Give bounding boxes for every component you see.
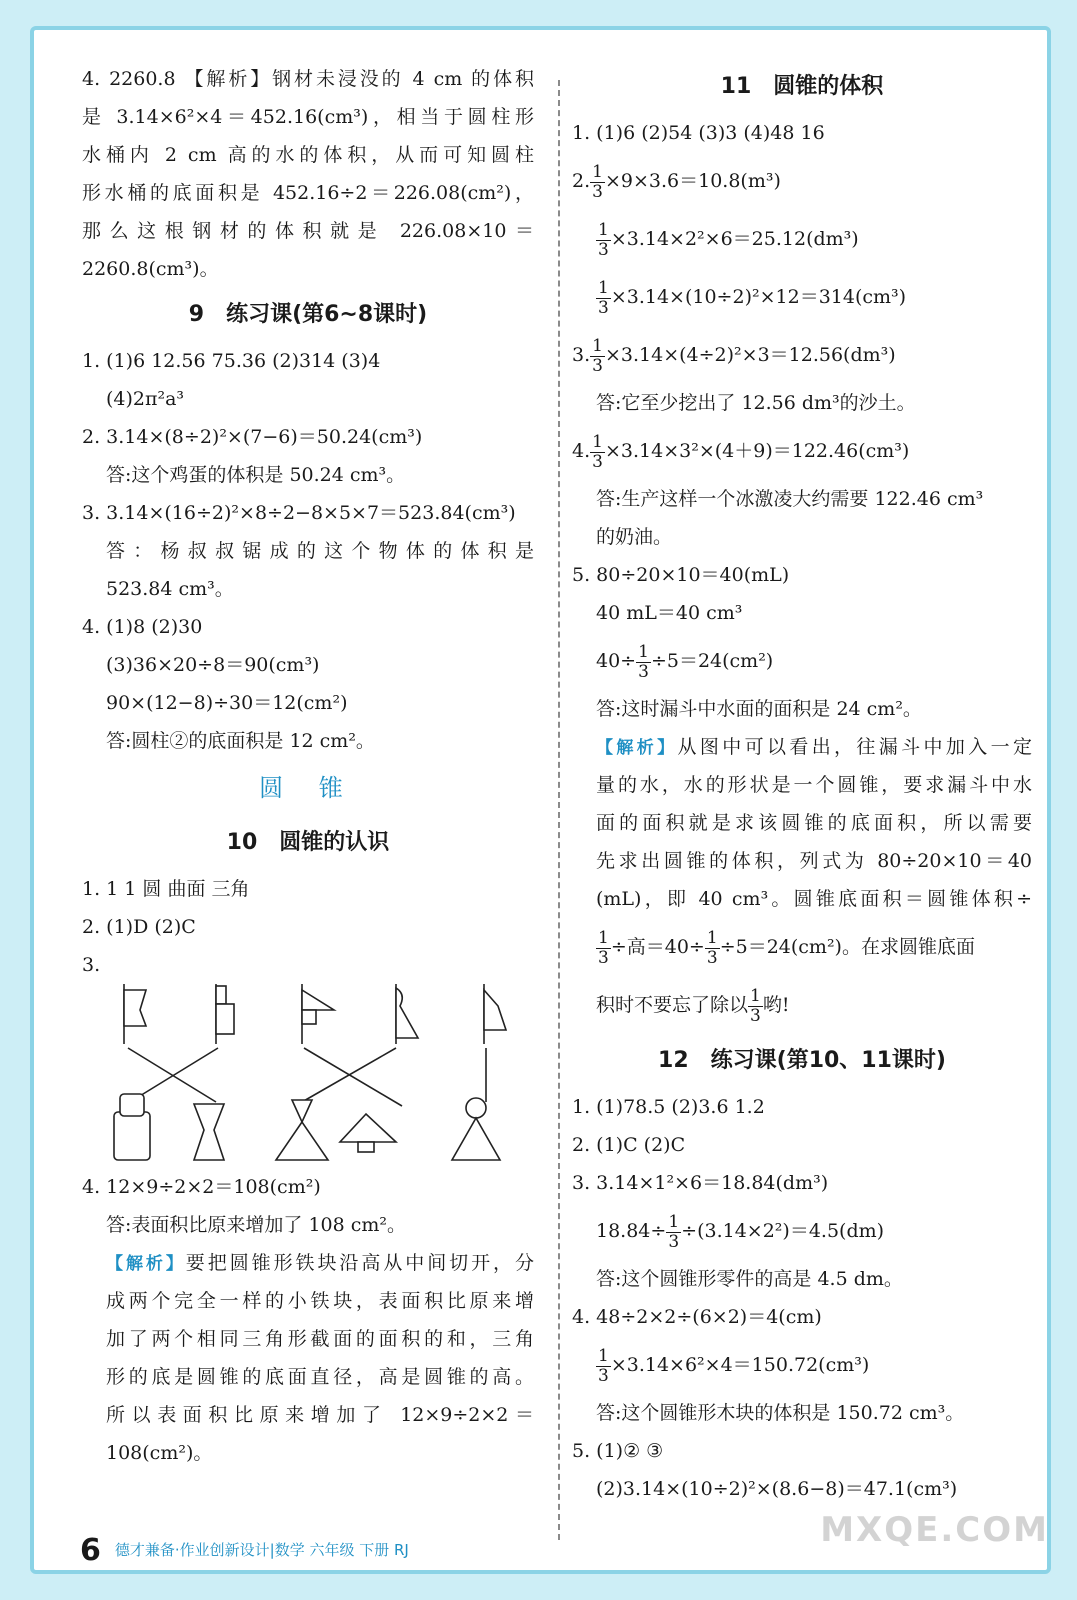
analysis-line: $\frac{1}{3}$ ÷高＝40÷ $\frac{1}{3}$ ÷5＝24(cm²)。在求圆锥底面 — [598, 927, 975, 968]
answer-line: 4. $\frac{1}{3}$ ×3.14×3²×(4＋9)＝122.46(cm³) — [572, 431, 910, 472]
analysis-line: 先求出圆锥的体积，列式为 80÷20×10＝40 — [596, 850, 1032, 872]
solid-cone-on-cylinder — [276, 1100, 328, 1160]
unit-title: 圆 锥 — [259, 774, 357, 802]
watermark: MXQE.COM — [820, 1510, 1049, 1550]
analysis-line: 【解析】从图中可以看出，往漏斗中加入一定 — [596, 736, 1032, 758]
answer-line: $\frac{1}{3}$ ×3.14×6²×4＝150.72(cm³) — [598, 1345, 870, 1386]
answer-line: 4. 48÷2×2÷(6×2)＝4(cm) — [572, 1306, 822, 1328]
answer-line: 是 3.14×6²×4＝452.16(cm³)，相当于圆柱形 — [82, 106, 534, 128]
answer-line: 3. 3.14×1²×6＝18.84(dm³) — [572, 1172, 829, 1194]
solid-hourglass — [194, 1104, 224, 1160]
analysis-line: 108(cm²)。 — [106, 1442, 213, 1464]
answer-line: 2. 3.14×(8÷2)²×(7−6)＝50.24(cm³) — [82, 426, 423, 448]
answer-line: $\frac{1}{3}$ ×3.14×2²×6＝25.12(dm³) — [598, 219, 859, 260]
answer-line: 4. 2260.8 【解析】钢材未浸没的 4 cm 的体积 — [82, 68, 534, 90]
answer-line: 18.84÷ $\frac{1}{3}$ ÷(3.14×2²)＝4.5(dm) — [596, 1211, 885, 1252]
answer-line: 答:圆柱②的底面积是 12 cm²。 — [106, 730, 375, 752]
answer-line: (3)36×20÷8＝90(cm³) — [106, 654, 320, 676]
answer-line: 40÷ $\frac{1}{3}$ ÷5＝24(cm²) — [596, 641, 774, 682]
right-column — [572, 60, 1032, 1508]
analysis-line: 【解析】要把圆锥形铁块沿高从中间切开，分 — [106, 1252, 534, 1274]
analysis-line: 加了两个相同三角形截面的面积的和，三角 — [106, 1328, 534, 1350]
section-title-10: 10 圆锥的认识 — [226, 830, 390, 855]
shape-matching-diagram — [106, 984, 534, 1168]
answer-line: 的奶油。 — [596, 526, 673, 548]
plane-figure-3 — [302, 984, 334, 1044]
answer-line: 2260.8(cm³)。 — [82, 258, 219, 280]
analysis-line: 量的水，水的形状是一个圆锥，要求漏斗中水 — [596, 774, 1032, 796]
left-column — [82, 60, 534, 1472]
answer-line: 答:生产这样一个冰激凌大约需要 122.46 cm³ — [596, 488, 984, 510]
plane-figure-4 — [396, 984, 418, 1044]
analysis-line: 成两个完全一样的小铁块，表面积比原来增 — [106, 1290, 534, 1312]
answer-line: 答:这时漏斗中水面的面积是 24 cm²。 — [596, 698, 922, 720]
answer-line: 2. $\frac{1}{3}$ ×9×3.6＝10.8(m³) — [572, 161, 781, 202]
section-title-11: 11 圆锥的体积 — [720, 74, 884, 99]
answer-line: 3. — [82, 954, 101, 976]
analysis-line: (mL)，即 40 cm³。圆锥底面积＝圆锥体积÷ — [596, 888, 1032, 910]
answer-line: 答：杨叔叔锯成的这个物体的体积是 — [106, 540, 534, 562]
answer-line: 1. 1 1 圆 曲面 三角 — [82, 878, 250, 900]
plane-figure-1 — [124, 984, 146, 1044]
answer-line: 答:表面积比原来增加了 108 cm²。 — [106, 1214, 407, 1236]
answer-line: 答:这个鸡蛋的体积是 50.24 cm³。 — [106, 464, 406, 486]
answer-line: 答:这个圆锥形零件的高是 4.5 dm。 — [596, 1268, 903, 1290]
analysis-line: 形的底是圆锥的底面直径，高是圆锥的高。 — [106, 1366, 534, 1388]
answer-line: 那么这根钢材的体积就是 226.08×10＝ — [82, 220, 534, 242]
answer-line: 5. (1)② ③ — [572, 1440, 664, 1462]
solid-sphere-cone — [452, 1098, 500, 1160]
analysis-line: 积时不要忘了除以 $\frac{1}{3}$ 哟! — [596, 985, 790, 1026]
answer-line: (4)2π²a³ — [106, 388, 185, 410]
answer-line: 答:这个圆锥形木块的体积是 150.72 cm³。 — [596, 1402, 965, 1424]
answer-line: 水桶内 2 cm 高的水的体积，从而可知圆柱 — [82, 144, 534, 166]
answer-line: 1. (1)78.5 (2)3.6 1.2 — [572, 1096, 765, 1118]
analysis-line: 面的面积就是求该圆锥的底面积，所以需要 — [596, 812, 1032, 834]
answer-line: 90×(12−8)÷30＝12(cm²) — [106, 692, 348, 714]
answer-line: 40 mL＝40 cm³ — [596, 602, 743, 624]
answer-line: 3. $\frac{1}{3}$ ×3.14×(4÷2)²×3＝12.56(dm³) — [572, 335, 896, 376]
plane-figure-5 — [484, 984, 506, 1044]
matching-svg — [106, 984, 526, 1168]
book-info: 德才兼备·作业创新设计|数学 六年级 下册 RJ — [114, 1541, 409, 1559]
answer-line: (2)3.14×(10÷2)²×(8.6−8)＝47.1(cm³) — [596, 1478, 958, 1500]
solid-hat-cone — [340, 1114, 396, 1152]
answer-line: 1. (1)6 (2)54 (3)3 (4)48 16 — [572, 122, 825, 144]
answer-line: 523.84 cm³。 — [106, 578, 234, 600]
solid-stacked-cylinder — [114, 1094, 150, 1160]
answer-line: 2. (1)C (2)C — [572, 1134, 686, 1156]
answer-line: 4. (1)8 (2)30 — [82, 616, 203, 638]
column-divider — [558, 80, 560, 1540]
answer-line: $\frac{1}{3}$ ×3.14×(10÷2)²×12＝314(cm³) — [598, 277, 907, 318]
page-footer — [80, 1532, 409, 1568]
answer-line: 答:它至少挖出了 12.56 dm³的沙土。 — [596, 392, 916, 414]
page-number: 6 — [80, 1532, 101, 1568]
plane-figure-2 — [216, 984, 234, 1044]
answer-line: 1. (1)6 12.56 75.36 (2)314 (3)4 — [82, 350, 381, 372]
answer-line: 2. (1)D (2)C — [82, 916, 196, 938]
section-title-9: 9 练习课(第6~8课时) — [188, 302, 428, 327]
analysis-line: 所以表面积比原来增加了 12×9÷2×2＝ — [106, 1404, 534, 1426]
answer-line: 形水桶的底面积是 452.16÷2＝226.08(cm²)， — [82, 182, 534, 204]
section-title-12: 12 练习课(第10、11课时) — [658, 1048, 946, 1073]
answer-line: 5. 80÷20×10＝40(mL) — [572, 564, 790, 586]
answer-line: 3. 3.14×(16÷2)²×8÷2−8×5×7＝523.84(cm³) — [82, 502, 516, 524]
answer-line: 4. 12×9÷2×2＝108(cm²) — [82, 1176, 321, 1198]
